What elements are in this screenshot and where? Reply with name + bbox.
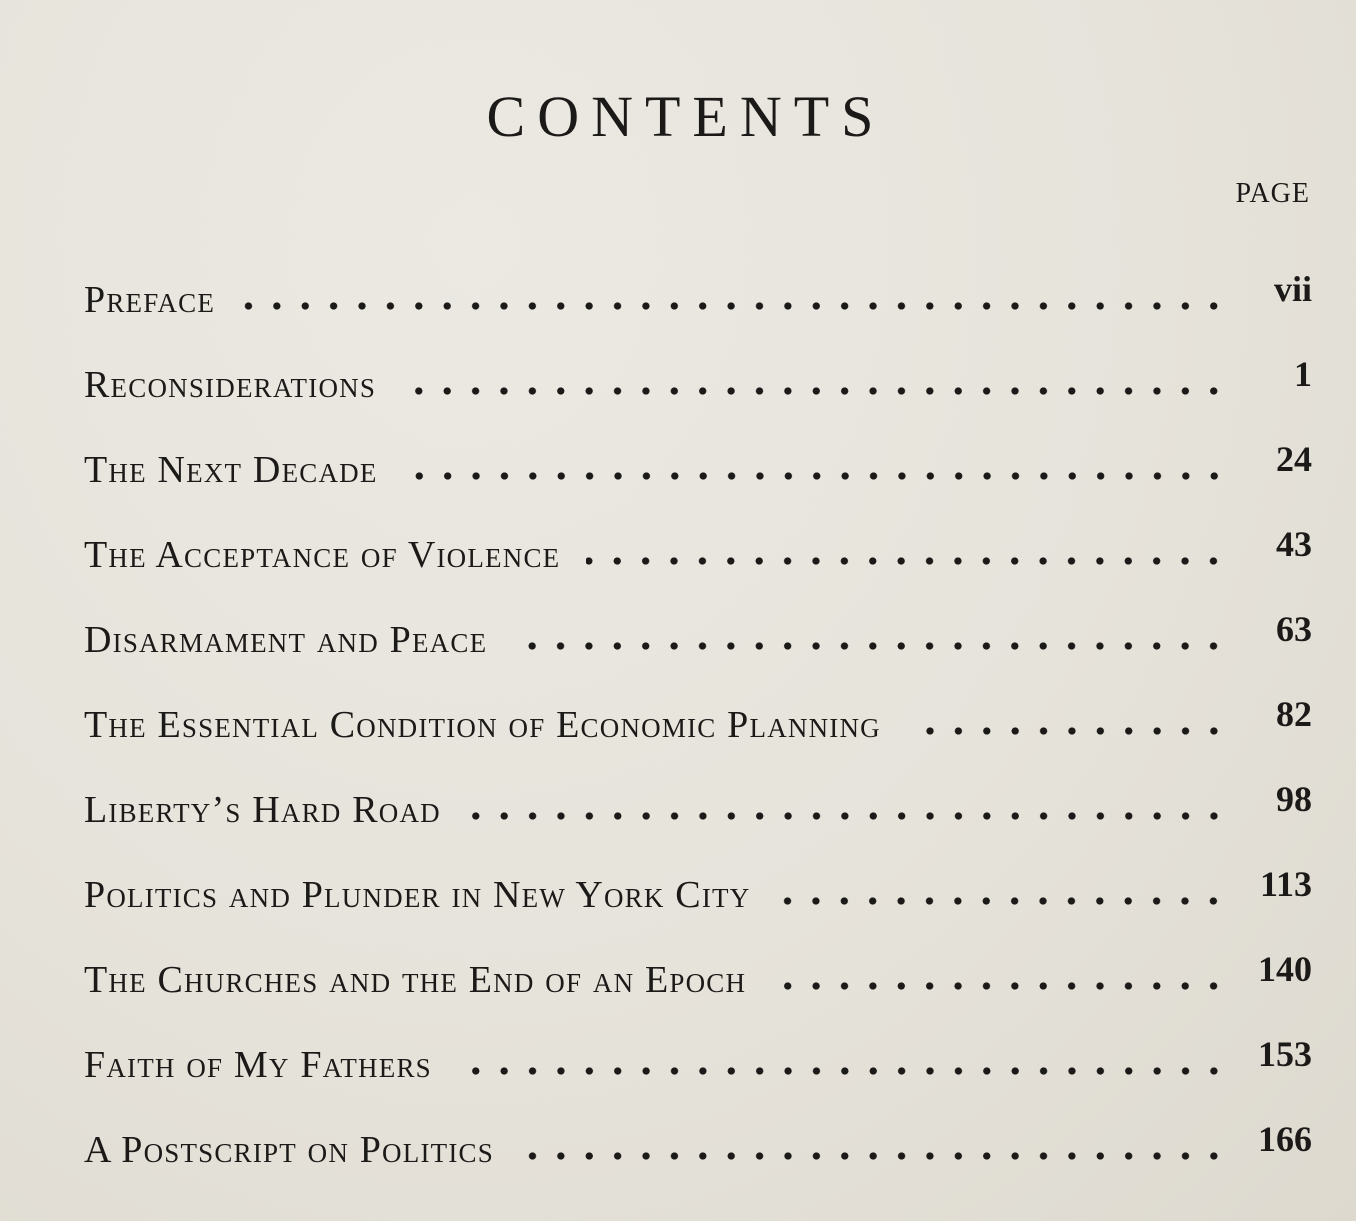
toc-entry-title: The Essential Condition of Economic Planning	[84, 704, 881, 746]
dot-leader	[586, 556, 1228, 566]
dot-leader	[404, 471, 1228, 481]
toc-entry-page: 43	[1276, 524, 1312, 564]
dot-leader	[458, 1066, 1228, 1076]
toc-entry-faith-of-my-fathers[interactable]	[84, 1005, 1312, 1090]
toc-entry-title: A Postscript on Politics	[84, 1129, 494, 1171]
toc-entry-politics-and-plunder[interactable]	[84, 835, 1312, 920]
dot-leader	[772, 981, 1228, 991]
toc-entry-page: 113	[1259, 864, 1312, 904]
toc-entry-title: Disarmament and Peace	[84, 619, 488, 661]
dot-leader	[241, 301, 1228, 311]
toc-entry-preface[interactable]	[84, 240, 1312, 325]
toc-entry-acceptance-of-violence[interactable]	[84, 495, 1312, 580]
toc-entry-page: 63	[1276, 609, 1312, 649]
toc-entry-page: 140	[1258, 949, 1312, 989]
toc-entry-libertys-hard-road[interactable]	[84, 750, 1312, 835]
toc-entry-title: Politics and Plunder in New York City	[84, 874, 751, 916]
toc-entry-postscript-on-politics[interactable]	[84, 1090, 1312, 1175]
toc-entry-disarmament-and-peace[interactable]	[84, 580, 1312, 665]
dot-leader	[776, 896, 1228, 906]
toc-entry-reconsiderations[interactable]	[84, 325, 1312, 410]
toc-entry-title: Liberty’s Hard Road	[84, 789, 441, 831]
dot-leader	[520, 1151, 1228, 1161]
toc-entry-page: 24	[1276, 439, 1312, 479]
toc-entry-title: Preface	[84, 279, 216, 321]
dot-leader	[907, 726, 1228, 736]
toc-entry-next-decade[interactable]	[84, 410, 1312, 495]
toc-entry-page: 82	[1276, 694, 1312, 734]
toc-entry-economic-planning[interactable]	[84, 665, 1312, 750]
toc-entry-page: 1	[1294, 354, 1312, 394]
toc-entry-title: Reconsiderations	[84, 364, 377, 406]
table-of-contents	[84, 240, 1312, 1175]
toc-entry-title: Faith of My Fathers	[84, 1044, 432, 1086]
dot-leader	[467, 811, 1228, 821]
toc-entry-page: 98	[1276, 779, 1312, 819]
dot-leader	[402, 386, 1228, 396]
contents-heading: CONTENTS	[486, 84, 886, 149]
toc-entry-page: 166	[1258, 1119, 1312, 1159]
toc-entry-title: The Acceptance of Violence	[84, 534, 561, 576]
toc-entry-title: The Churches and the End of an Epoch	[84, 959, 747, 1001]
toc-entry-page: 153	[1258, 1034, 1312, 1074]
toc-entry-page: vii	[1273, 269, 1312, 309]
page-column-label: PAGE	[1235, 178, 1310, 209]
toc-entry-churches-end-of-epoch[interactable]	[84, 920, 1312, 1005]
toc-entry-title: The Next Decade	[84, 449, 378, 491]
dot-leader	[513, 641, 1228, 651]
